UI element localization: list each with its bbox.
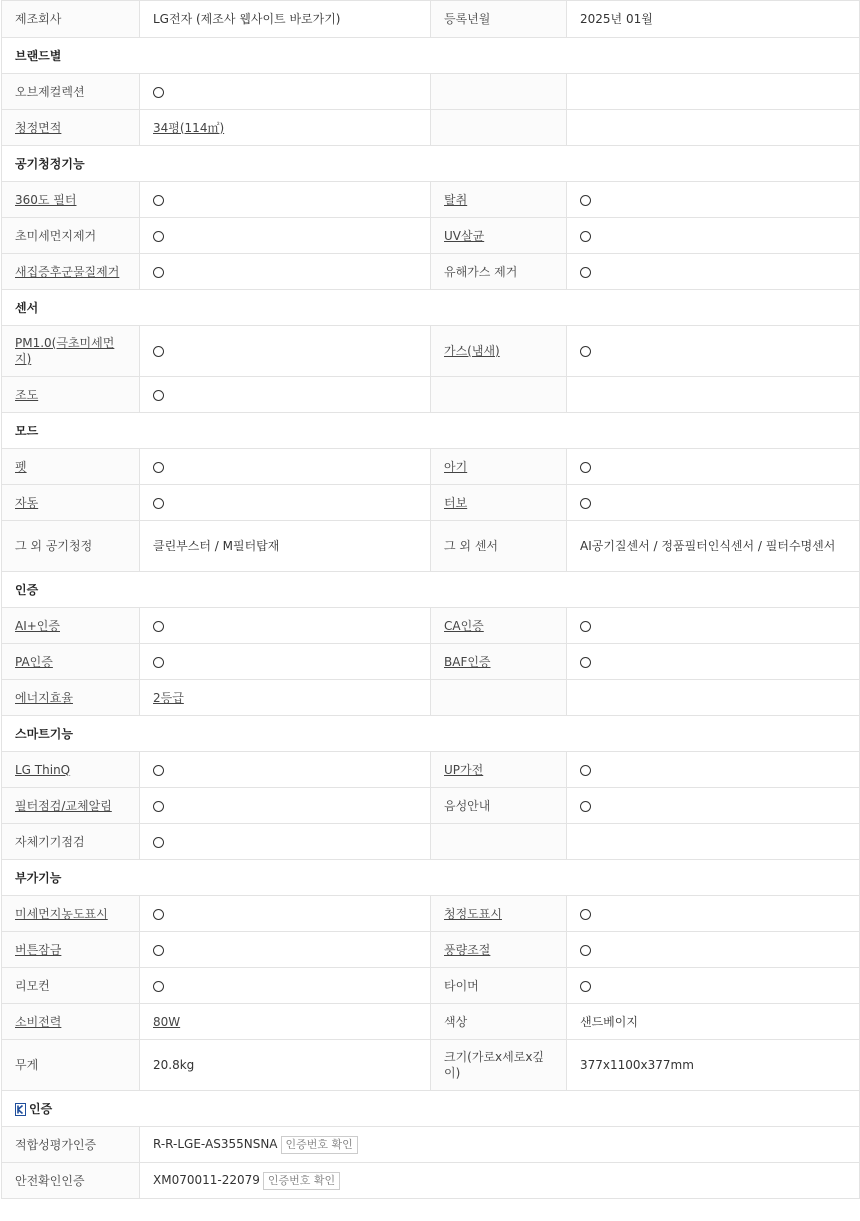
spec-row [2, 1163, 860, 1199]
spec-row [2, 110, 860, 146]
circle-icon [580, 462, 591, 473]
circle-icon [153, 837, 164, 848]
section-kc: 인증 [29, 1101, 53, 1116]
reg-date-value: 2025년 01월 [567, 1, 860, 38]
circle-icon [580, 801, 591, 812]
uv-label[interactable]: UV살균 [444, 228, 485, 243]
spec-row [2, 608, 860, 644]
circle-icon [153, 87, 164, 98]
spec-row [2, 968, 860, 1004]
spec-row [2, 1004, 860, 1040]
section-mode: 모드 [2, 413, 860, 449]
spec-row [2, 377, 860, 413]
spec-row [2, 896, 860, 932]
spec-row [2, 644, 860, 680]
color-value: 샌드베이지 [567, 1004, 860, 1040]
circle-icon [580, 981, 591, 992]
spec-row [2, 254, 860, 290]
spec-row [2, 824, 860, 860]
filter-alarm-label[interactable]: 필터점검/교체알림 [15, 798, 112, 813]
section-cert: 인증 [2, 572, 860, 608]
selfcheck-label: 자체기기점검 [2, 824, 140, 860]
color-label: 색상 [431, 1004, 567, 1040]
cert-check-button[interactable]: 인증번호 확인 [281, 1136, 358, 1154]
circle-icon [580, 231, 591, 242]
filter360-label[interactable]: 360도 필터 [15, 192, 77, 207]
spec-row [2, 752, 860, 788]
pet-label[interactable]: 펫 [15, 459, 27, 474]
spec-table [1, 0, 860, 1199]
circle-icon [153, 909, 164, 920]
circle-icon [153, 981, 164, 992]
circle-icon [580, 267, 591, 278]
size-value: 377x1100x377mm [567, 1040, 860, 1091]
circle-icon [153, 765, 164, 776]
section-air: 공기청정기능 [2, 146, 860, 182]
circle-icon [153, 267, 164, 278]
circle-icon [580, 498, 591, 509]
auto-label[interactable]: 자동 [15, 495, 39, 510]
energy-label[interactable]: 에너지효율 [15, 690, 73, 705]
section-row [2, 38, 860, 74]
gas-smell-label[interactable]: 가스(냄새) [444, 344, 500, 358]
maker-label: 제조회사 [2, 1, 140, 38]
section-row [2, 413, 860, 449]
gas-remove-label: 유해가스 제거 [431, 254, 567, 290]
section-sensor: 센서 [2, 290, 860, 326]
circle-icon [580, 346, 591, 357]
pa-label[interactable]: PA인증 [15, 654, 53, 669]
section-row [2, 572, 860, 608]
section-row [2, 716, 860, 752]
remote-label: 리모컨 [2, 968, 140, 1004]
maker-value[interactable]: LG전자 (제조사 웹사이트 바로가기) [140, 1, 431, 38]
energy-value[interactable]: 2등급 [153, 690, 184, 705]
circle-icon [153, 498, 164, 509]
other-sensor-label: 그 외 센서 [431, 521, 567, 572]
kc-conform-value: R-R-LGE-AS355NSNA [153, 1136, 278, 1151]
turbo-label[interactable]: 터보 [444, 495, 468, 510]
timer-label: 타이머 [431, 968, 567, 1004]
kc-conform-label: 적합성평가인증 [2, 1127, 140, 1163]
baf-label[interactable]: BAF인증 [444, 654, 491, 669]
spec-row [2, 521, 860, 572]
spec-row [2, 326, 860, 377]
pm1-label[interactable]: PM1.0(극초미세먼지) [15, 336, 115, 366]
kc-mark-icon [15, 1103, 26, 1116]
spec-row [2, 74, 860, 110]
thinq-label[interactable]: LG ThinQ [15, 762, 71, 777]
spec-row [2, 182, 860, 218]
ca-label[interactable]: CA인증 [444, 618, 484, 633]
voice-label: 음성안내 [431, 788, 567, 824]
circle-icon [153, 231, 164, 242]
spec-row [2, 449, 860, 485]
section-row [2, 860, 860, 896]
baby-label[interactable]: 아기 [444, 459, 468, 474]
spec-row [2, 1, 860, 38]
weight-value: 20.8kg [140, 1040, 431, 1091]
circle-icon [153, 621, 164, 632]
btn-lock-label[interactable]: 버튼잠금 [15, 942, 62, 957]
ultrafine-label: 초미세먼지제거 [2, 218, 140, 254]
spec-row [2, 1040, 860, 1091]
ai-plus-label[interactable]: AI+인증 [15, 618, 60, 633]
kc-safety-value: XM070011-22079 [153, 1172, 260, 1187]
bird-label[interactable]: 새집증후군물질제거 [15, 264, 120, 279]
circle-icon [580, 765, 591, 776]
kc-safety-label: 안전확인인증 [2, 1163, 140, 1199]
power-value[interactable]: 80W [153, 1014, 181, 1029]
section-extra: 부가기능 [2, 860, 860, 896]
spec-row [2, 218, 860, 254]
area-value[interactable]: 34평(114㎡) [153, 120, 225, 135]
section-row [2, 146, 860, 182]
circle-icon [580, 945, 591, 956]
circle-icon [580, 909, 591, 920]
up-label[interactable]: UP가전 [444, 762, 484, 777]
area-label[interactable]: 청정면적 [15, 120, 62, 135]
other-air-label: 그 외 공기청정 [2, 521, 140, 572]
spec-row [2, 932, 860, 968]
spec-row [2, 680, 860, 716]
circle-icon [153, 346, 164, 357]
circle-icon [153, 195, 164, 206]
spec-row [2, 788, 860, 824]
cert-check-button[interactable]: 인증번호 확인 [263, 1172, 340, 1190]
section-smart: 스마트기능 [2, 716, 860, 752]
other-air-value: 클린부스터 / M필터탑재 [140, 521, 431, 572]
circle-icon [153, 462, 164, 473]
circle-icon [580, 657, 591, 668]
wind-label[interactable]: 풍량조절 [444, 942, 491, 957]
size-label: 크기(가로x세로x깊이) [431, 1040, 567, 1091]
circle-icon [580, 195, 591, 206]
obje-label: 오브제컬렉션 [2, 74, 140, 110]
weight-label: 무게 [2, 1040, 140, 1091]
illum-label[interactable]: 조도 [15, 387, 39, 402]
other-sensor-value: AI공기질센서 / 정품필터인식센서 / 필터수명센서 [567, 521, 860, 572]
section-brand: 브랜드별 [2, 38, 860, 74]
dust-display-label[interactable]: 미세먼지농도표시 [15, 906, 108, 921]
circle-icon [153, 801, 164, 812]
circle-icon [153, 657, 164, 668]
clean-display-label[interactable]: 청정도표시 [444, 906, 502, 921]
section-row [2, 1091, 860, 1127]
deodor-label[interactable]: 탈취 [444, 192, 468, 207]
spec-row [2, 485, 860, 521]
reg-date-label: 등록년월 [431, 1, 567, 38]
circle-icon [153, 390, 164, 401]
circle-icon [153, 945, 164, 956]
power-label[interactable]: 소비전력 [15, 1014, 62, 1029]
section-row [2, 290, 860, 326]
spec-row [2, 1127, 860, 1163]
circle-icon [580, 621, 591, 632]
